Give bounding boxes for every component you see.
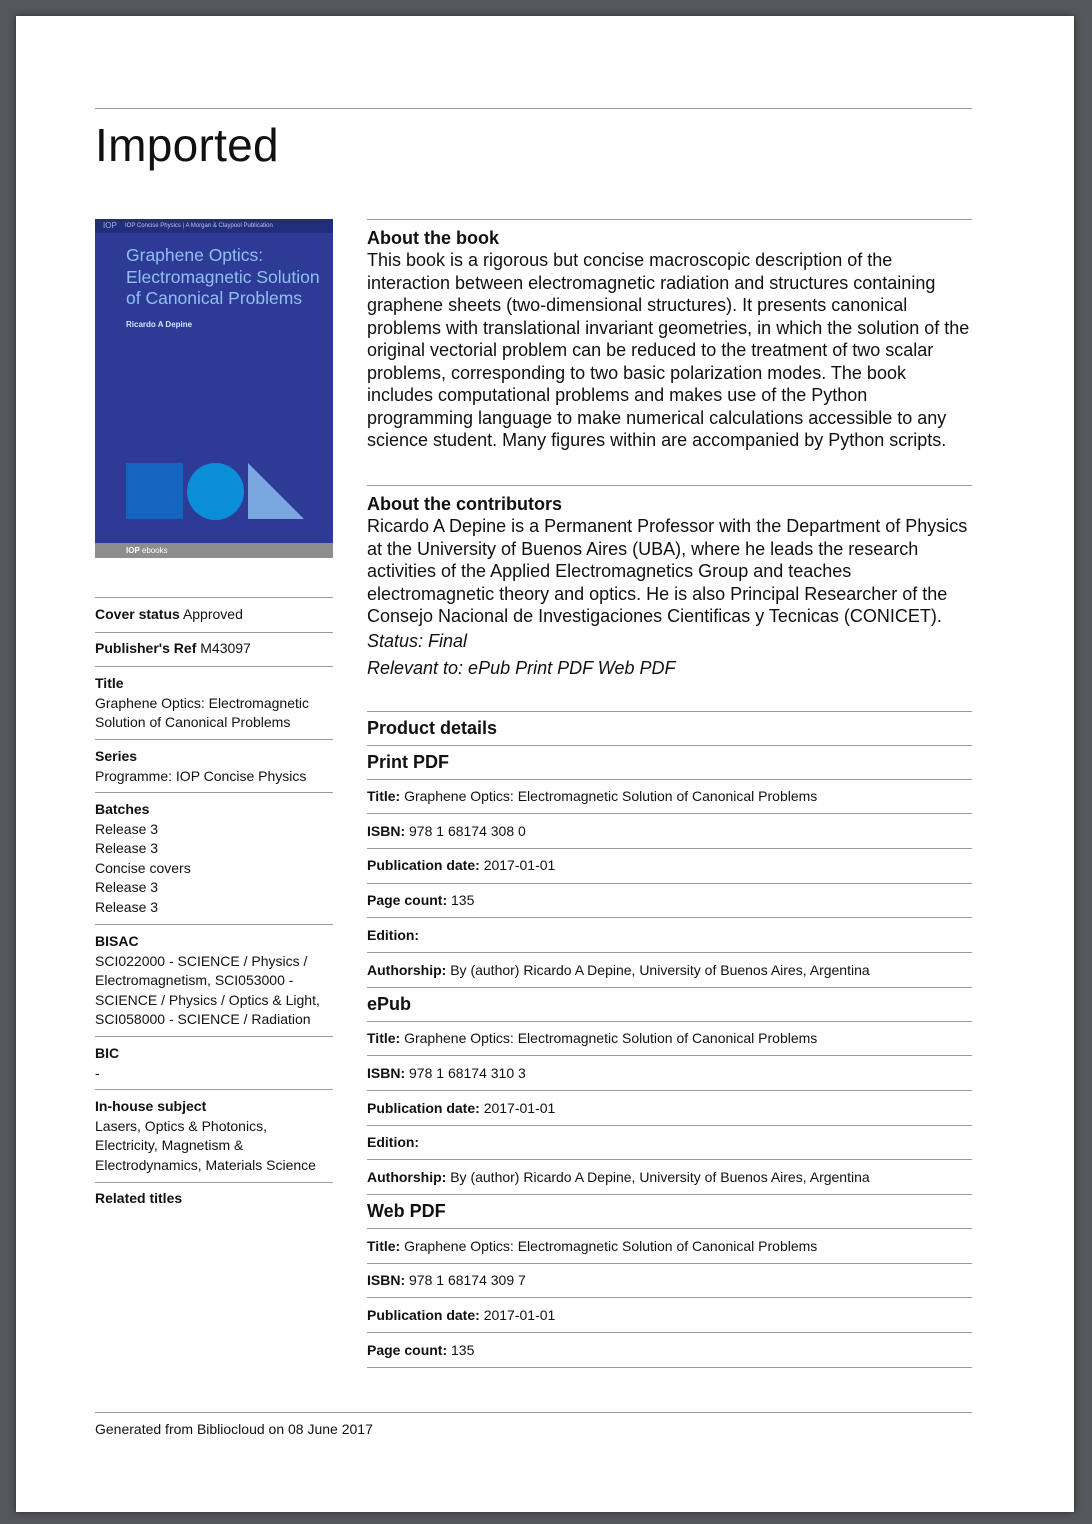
publisher-ref-label: Publisher's Ref xyxy=(95,640,197,656)
divider xyxy=(95,1412,972,1413)
row-value: 2017-01-01 xyxy=(483,1100,556,1116)
web-isbn-row xyxy=(367,1271,973,1289)
footer-text: Generated from Bibliocloud on 08 June 2017 xyxy=(95,1421,373,1437)
series-block xyxy=(95,747,333,786)
web-pages-row xyxy=(367,1341,973,1359)
cover-title: Graphene Optics: Electromagnetic Solution of Canonical Problems xyxy=(126,245,320,308)
row-label: Authorship: xyxy=(367,962,447,978)
cover-series: IOP Concise Physics | A Morgan & Claypool Publication xyxy=(125,223,273,229)
inhouse-value: Lasers, Optics & Photonics, Electricity, Magnetism & Electrodynamics, Materials Science xyxy=(95,1117,316,1173)
print-isbn-row xyxy=(367,822,973,840)
relevant-text: Relevant to: ePub Print PDF Web PDF xyxy=(367,657,676,678)
about-heading: About the book xyxy=(367,228,499,248)
divider xyxy=(367,219,972,220)
bic-block xyxy=(95,1044,333,1083)
bisac-block xyxy=(95,932,333,1030)
publisher-ref-value: M43097 xyxy=(200,640,251,656)
row-label: Publication date: xyxy=(367,1100,480,1116)
row-label: Authorship: xyxy=(367,1169,447,1185)
triangle-shape-icon xyxy=(248,463,304,519)
cover-status xyxy=(95,605,333,625)
page-title: Imported xyxy=(95,119,279,171)
circle-shape-icon xyxy=(187,463,244,520)
divider xyxy=(367,1090,972,1091)
bic-value: - xyxy=(95,1064,100,1081)
contributors-text: Ricardo A Depine is a Permanent Professor with the Department of Physics at the University of Buenos Aires (UBA), where he leads the research activities of the Applied Electromagnetics Group and teaches electromagnetic theory and optics. He is also Principal Researcher of the Consejo Nacional de Investigaciones Cientificas y Tecnicas (CONICET). xyxy=(367,516,968,626)
row-label: Edition: xyxy=(367,927,420,943)
divider xyxy=(367,745,972,746)
contributors-heading: About the contributors xyxy=(367,494,562,514)
divider xyxy=(95,739,333,740)
epub-title-row xyxy=(367,1029,973,1047)
inhouse-label: In-house subject xyxy=(95,1098,207,1114)
bic-label: BIC xyxy=(95,1045,120,1061)
title-value: Graphene Optics: Electromagnetic Solution of Canonical Problems xyxy=(95,694,309,730)
about-text: This book is a rigorous but concise macroscopic description of the interaction between electromagnetic radiation and structures containing graphene sheets (two-dimensional structures). It presents canonical problems with translational invariant geometries, in which the solution of the original vectorial problem can be reduced to the treatment of two scalar problems, corresponding to two basic polarization modes. The book includes computational problems and makes use of the Python programming language to make numerical calculations accessible to any science student. Many figures within are accompanied by Python scripts. xyxy=(367,250,970,450)
row-label: Title: xyxy=(367,788,401,804)
divider xyxy=(367,848,972,849)
row-value: 978 1 68174 310 3 xyxy=(409,1065,526,1081)
bisac-label: BISAC xyxy=(95,933,139,949)
web-title-row xyxy=(367,1237,973,1255)
print-pages-row xyxy=(367,891,973,909)
divider xyxy=(367,1194,972,1195)
row-value: By (author) Ricardo A Depine, University of Buenos Aires, Argentina xyxy=(450,962,870,978)
divider xyxy=(367,1055,972,1056)
divider xyxy=(367,1159,972,1160)
divider xyxy=(95,597,333,598)
title-label: Title xyxy=(95,675,124,691)
epub-authorship-row xyxy=(367,1168,973,1186)
product-details-heading: Product details xyxy=(367,718,498,738)
row-value: 135 xyxy=(451,1342,475,1358)
batch-item: Concise covers xyxy=(95,859,191,876)
print-pdf-heading: Print PDF xyxy=(367,752,450,772)
cover-status-value: Approved xyxy=(182,606,243,622)
about-book xyxy=(367,227,973,452)
divider xyxy=(95,924,333,925)
divider xyxy=(367,485,972,486)
divider xyxy=(367,1125,972,1126)
bisac-value: SCI022000 - SCIENCE / Physics / Electromagnetism, SCI053000 - SCIENCE / Physics / Optics & Light, SCI058000 - SCIENCE / Radiation xyxy=(95,952,320,1027)
divider xyxy=(95,792,333,793)
print-edition-row xyxy=(367,926,973,944)
row-value: Graphene Optics: Electromagnetic Solution of Canonical Problems xyxy=(404,788,818,804)
row-label: Title: xyxy=(367,1030,401,1046)
book-cover xyxy=(95,219,333,558)
batches-block xyxy=(95,800,333,917)
epub-date-row xyxy=(367,1099,973,1117)
series-value: Programme: IOP Concise Physics xyxy=(95,767,307,784)
cover-bottom-text: ebooks xyxy=(141,546,168,555)
cover-topbar xyxy=(95,219,333,233)
batch-item: Release 3 xyxy=(95,879,159,895)
cover-bottom-bar xyxy=(95,543,333,558)
divider xyxy=(95,1182,333,1183)
row-label: Edition: xyxy=(367,1134,420,1150)
related-titles xyxy=(95,1189,333,1209)
row-label: Publication date: xyxy=(367,1307,480,1323)
divider xyxy=(367,1021,972,1022)
cover-status-label: Cover status xyxy=(95,606,180,622)
row-label: ISBN: xyxy=(367,1272,406,1288)
series-label: Series xyxy=(95,748,138,764)
divider xyxy=(95,1036,333,1037)
related-label: Related titles xyxy=(95,1190,183,1206)
row-label: ISBN: xyxy=(367,823,406,839)
cover-bottom-logo: IOP xyxy=(126,546,140,555)
divider xyxy=(367,779,972,780)
web-date-row xyxy=(367,1306,973,1324)
about-contributors xyxy=(367,493,973,679)
divider xyxy=(367,711,972,712)
row-value: 978 1 68174 309 7 xyxy=(409,1272,526,1288)
divider xyxy=(367,1297,972,1298)
epub-edition-row xyxy=(367,1133,973,1151)
row-value: 2017-01-01 xyxy=(483,857,556,873)
status-text: Status: Final xyxy=(367,630,468,651)
divider xyxy=(367,987,972,988)
row-value: By (author) Ricardo A Depine, University of Buenos Aires, Argentina xyxy=(450,1169,870,1185)
web-pdf-heading: Web PDF xyxy=(367,1201,446,1221)
row-label: Page count: xyxy=(367,892,448,908)
divider xyxy=(367,883,972,884)
print-title-row xyxy=(367,787,973,805)
batch-item: Release 3 xyxy=(95,840,159,856)
inhouse-block xyxy=(95,1097,333,1175)
row-value: 978 1 68174 308 0 xyxy=(409,823,526,839)
divider xyxy=(95,108,972,109)
divider xyxy=(367,917,972,918)
batch-item: Release 3 xyxy=(95,820,159,837)
divider xyxy=(95,632,333,633)
publisher-ref xyxy=(95,639,333,659)
cover-logo: IOP xyxy=(103,221,117,230)
print-authorship-row xyxy=(367,961,973,979)
row-value: 2017-01-01 xyxy=(483,1307,556,1323)
cover-author: Ricardo A Depine xyxy=(126,320,193,329)
divider xyxy=(95,666,333,667)
row-label: Title: xyxy=(367,1238,401,1254)
batch-item: Release 3 xyxy=(95,898,159,915)
divider xyxy=(367,1332,972,1333)
batches-label: Batches xyxy=(95,801,150,817)
row-value: 135 xyxy=(451,892,475,908)
row-label: Page count: xyxy=(367,1342,448,1358)
divider xyxy=(367,1263,972,1264)
epub-isbn-row xyxy=(367,1064,973,1082)
print-date-row xyxy=(367,856,973,874)
title-block xyxy=(95,674,333,733)
document-page xyxy=(16,16,1074,1512)
divider xyxy=(367,813,972,814)
row-value: Graphene Optics: Electromagnetic Solution of Canonical Problems xyxy=(404,1238,818,1254)
square-shape-icon xyxy=(126,463,183,519)
divider xyxy=(95,1089,333,1090)
row-value: Graphene Optics: Electromagnetic Solution of Canonical Problems xyxy=(404,1030,818,1046)
divider xyxy=(367,1367,972,1368)
epub-heading: ePub xyxy=(367,994,412,1014)
row-label: Publication date: xyxy=(367,857,480,873)
divider xyxy=(367,1228,972,1229)
row-label: ISBN: xyxy=(367,1065,406,1081)
divider xyxy=(367,952,972,953)
